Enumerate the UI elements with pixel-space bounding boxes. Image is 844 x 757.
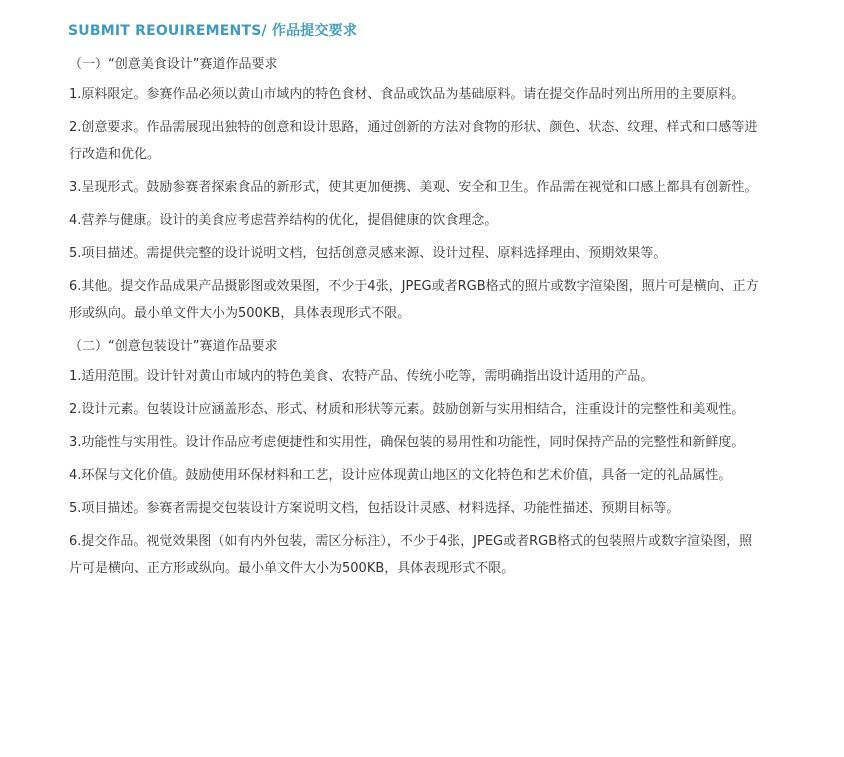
list-item: 4.营养与健康。设计的美食应考虑营养结构的优化，提倡健康的饮食理念。 — [69, 213, 498, 228]
list-item: 6.提交作品。视觉效果图（如有内外包装，需区分标注），不少于4张，JPEG或者RGB格式的包装照片或数字渲染图，照片可是横向、正方形或纵向。最小单文件大小为500KB，具体表现形式不限。 — [69, 534, 753, 576]
section-heading: （一）“创意美食设计”赛道作品要求 — [69, 57, 278, 72]
list-item: 6.其他。提交作品成果产品摄影图或效果图，不少于4张，JPEG或者RGB格式的照片或数字渲染图，照片可是横向、正方形或纵向。最小单文件大小为500KB，具体表现形式不限。 — [69, 279, 759, 321]
list-item: 5.项目描述。需提供完整的设计说明文档，包括创意灵感来源、设计过程、原料选择理由、预期效果等。 — [69, 246, 667, 261]
section-package-design — [69, 333, 759, 582]
section-food-design — [69, 51, 759, 327]
list-item: 3.呈现形式。鼓励参赛者探索食品的新形式，使其更加便携、美观、安全和卫生。作品需在视觉和口感上都具有创新性。 — [69, 180, 758, 195]
list-item: 4.环保与文化价值。鼓励使用环保材料和工艺，设计应体现黄山地区的文化特色和艺术价值，具备一定的礼品属性。 — [69, 468, 732, 483]
list-item: 2.创意要求。作品需展现出独特的创意和设计思路，通过创新的方法对食物的形状、颜色、状态、纹理、样式和口感等进行改造和优化。 — [69, 120, 758, 162]
section-heading: （二）“创意包装设计”赛道作品要求 — [69, 339, 278, 354]
list-item: 1.适用范围。设计针对黄山市域内的特色美食、农特产品、传统小吃等，需明确指出设计适用的产品。 — [69, 369, 654, 384]
list-item: 3.功能性与实用性。设计作品应考虑便捷性和实用性，确保包装的易用性和功能性，同时保持产品的完整性和新鲜度。 — [69, 435, 745, 450]
list-item: 5.项目描述。参赛者需提交包装设计方案说明文档，包括设计灵感、材料选择、功能性描述、预期目标等。 — [69, 501, 680, 516]
requirements-document — [69, 21, 759, 588]
page-title: SUBMIT REOUIREMENTS/ 作品提交要求 — [68, 23, 358, 39]
list-item: 1.原料限定。参赛作品必须以黄山市域内的特色食材、食品或饮品为基础原料。请在提交作品时列出所用的主要原料。 — [69, 87, 745, 102]
list-item: 2.设计元素。包装设计应涵盖形态、形式、材质和形状等元素。鼓励创新与实用相结合，注重设计的完整性和美观性。 — [69, 402, 745, 417]
